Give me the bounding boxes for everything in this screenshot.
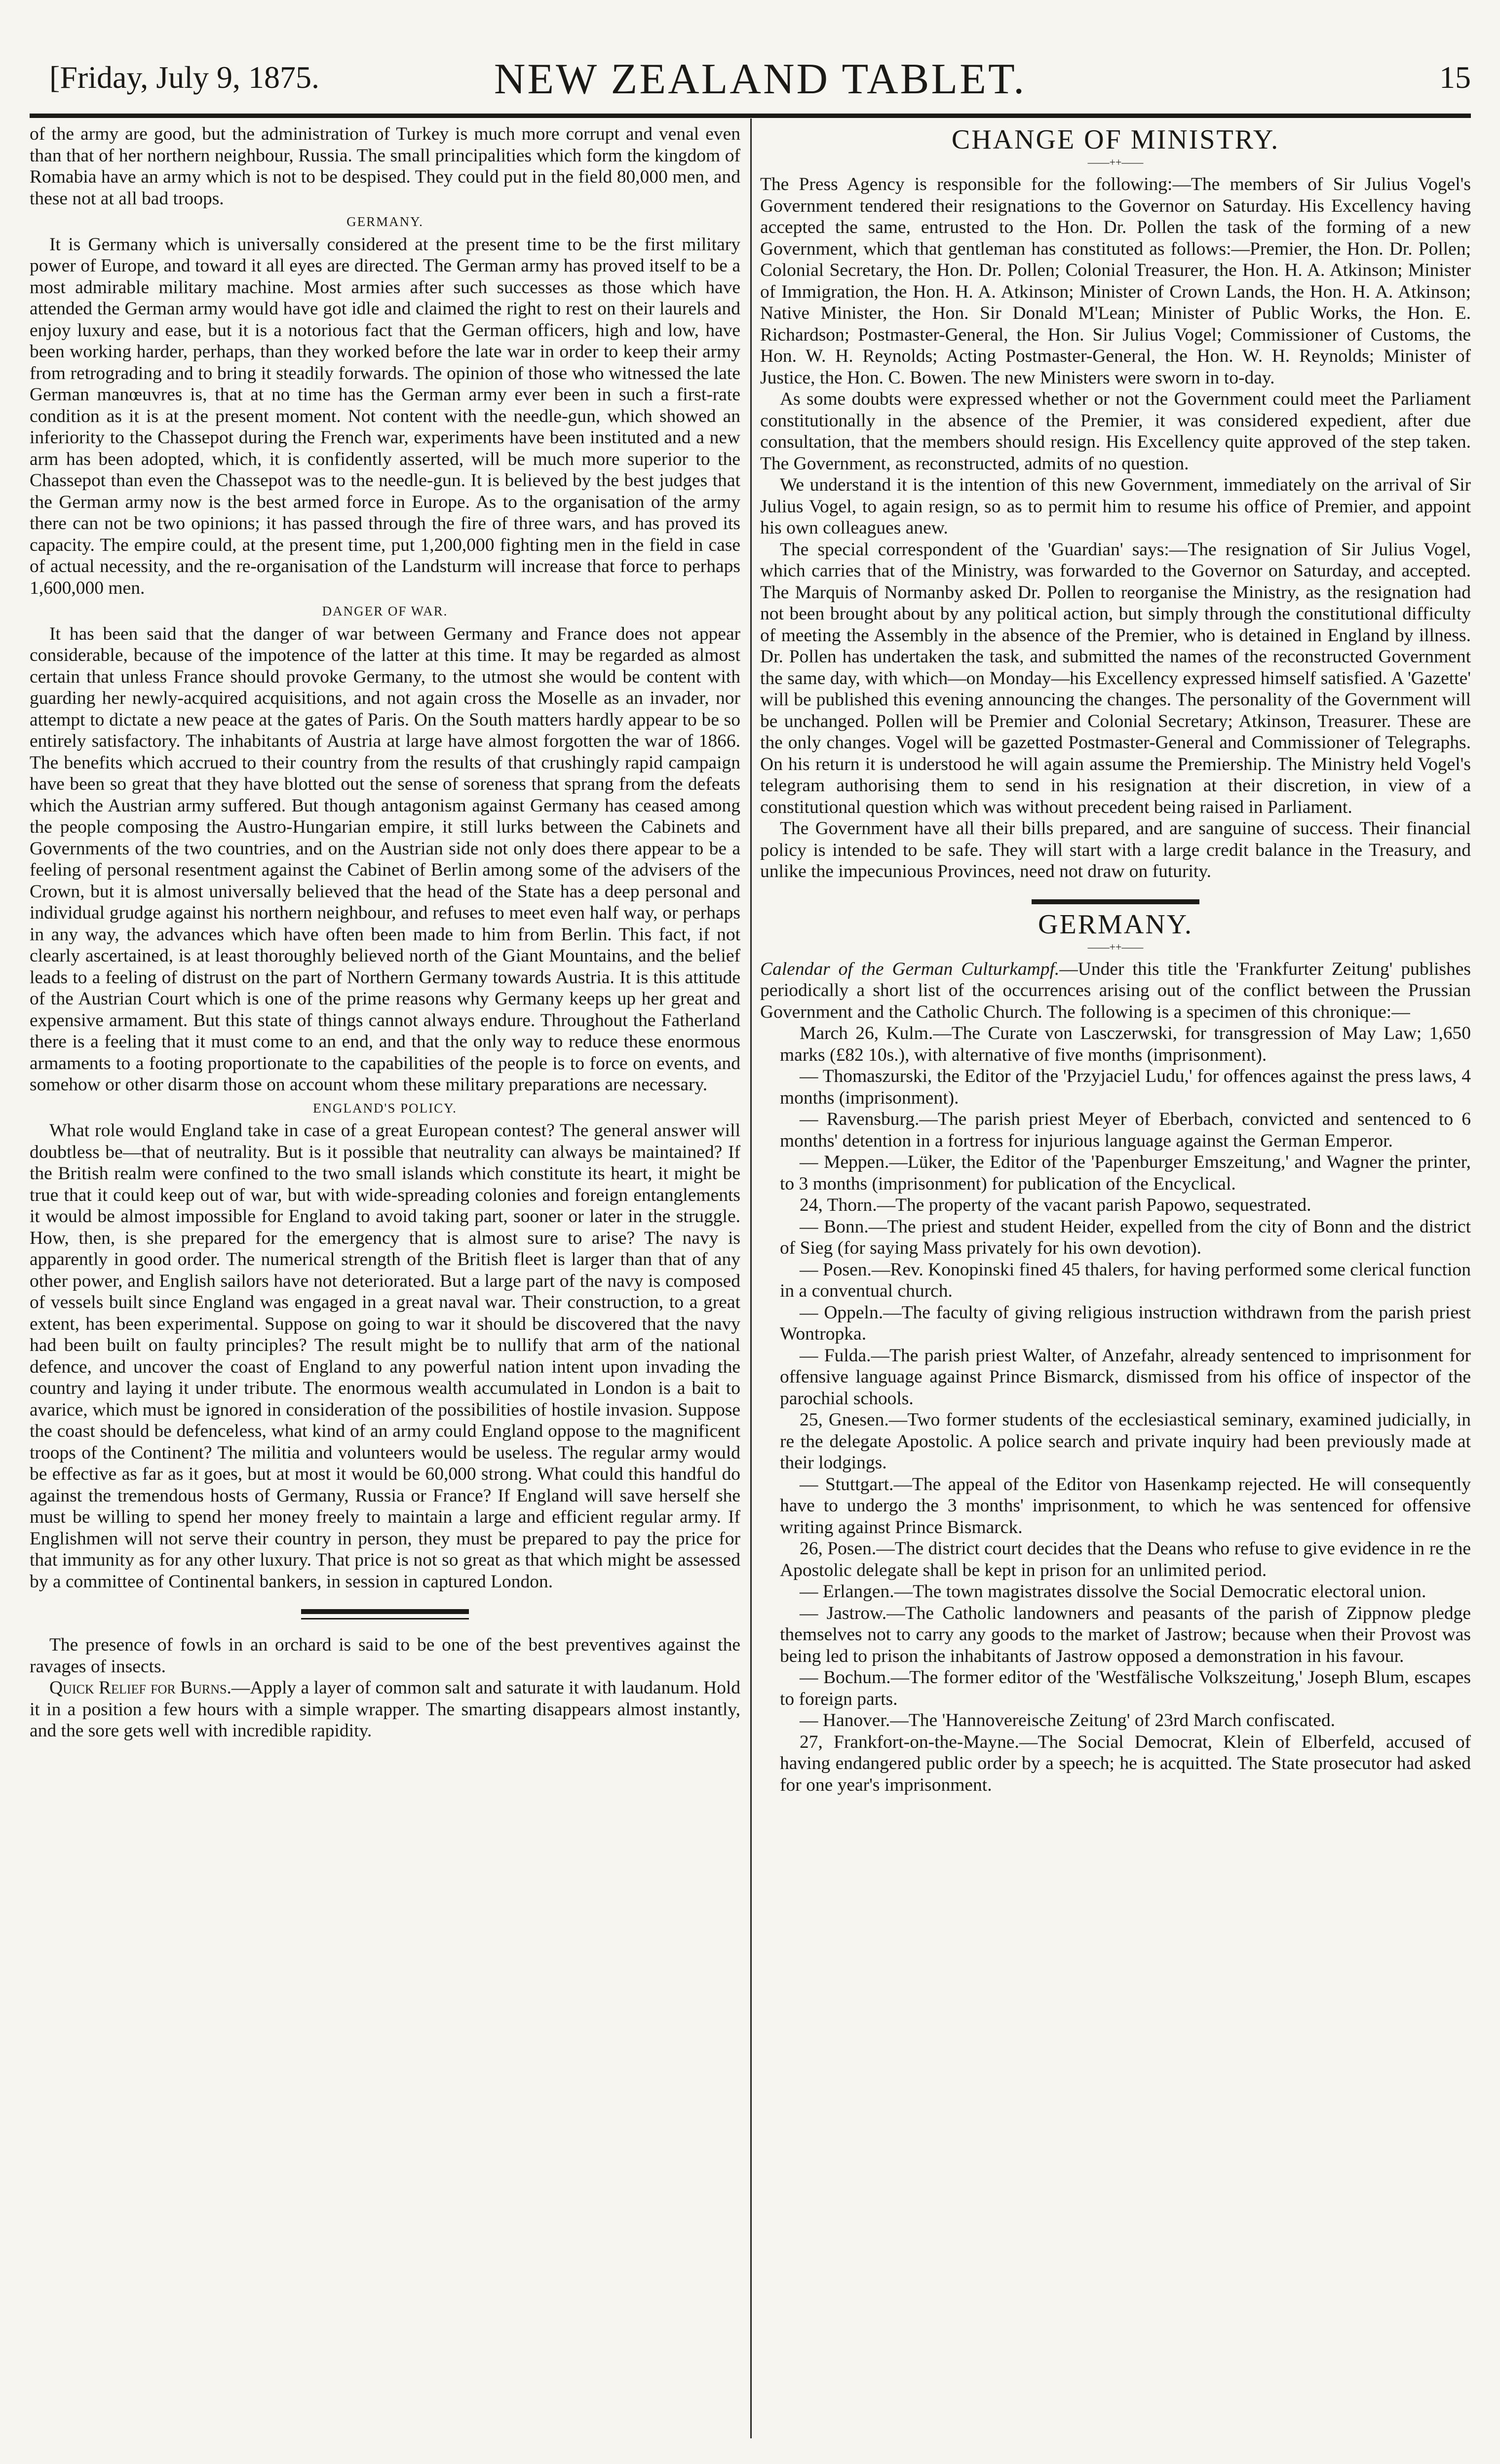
right-column [760, 123, 1471, 1796]
ministry-paragraph: The Press Agency is responsible for the following:—The members of Sir Julius Vogel's Government tendered their resignations to the Governor on Saturday. His Excellency having accepted the same, entrusted to the Hon. Dr. Pollen the task of the forming of a new Government, which that gentleman has constituted as follows:—Premier, the Hon. Dr. Pollen; Colonial Secretary, the Hon. Dr. Pollen; Colonial Treasurer, the Hon. H. A. Atkinson; Minister of Immigration, the Hon. H. A. Atkinson; Minister of Crown Lands, the Hon. H. A. Atkinson; Native Minister, the Hon. Sir Donald M'Lean; Minister of Public Works, the Hon. E. Richardson; Postmaster-General, the Hon. Sir Julius Vogel; Commissioner of Customs, the Hon. W. H. Reynolds; Acting Postmaster-General, the Hon. W. H. Reynolds; Minister of Justice, the Hon. C. Bowen. The new Ministers were sworn in to-day. [760, 174, 1471, 388]
heading-change-of-ministry: CHANGE OF MINISTRY. [951, 124, 1280, 155]
calendar-entry: — Bochum.—The former editor of the 'Westfälische Volkszeitung,' Joseph Blum, escapes to foreign parts. [780, 1667, 1471, 1709]
article-paragraph: What role would England take in case of a great European contest? The general answer will doubtless be—that of neutrality. But is it possible that neutrality can always be maintained? If the British realm were confined to the two small islands which constitute its heart, it might be true that it could keep out of war, but with wide-spreading colonies and foreign entanglements it would be almost impossible for England to avoid taking part, sooner or later in the struggle. How, then, is she prepared for the emergency that is almost sure to arise? The navy is apparently in good order. The numerical strength of the British fleet is larger than that of any other power, and English sailors have not deteriorated. But a large part of the navy is composed of vessels built since England was engaged in a great naval war. Their construction, to a great extent, has been experimental. Suppose on going to war it should be discovered that the navy had been built on faulty principles? The result might be to nullify that arm of the national defence, and uncover the coast of England to any powerful nation intent upon invading the country and laying it under tribute. The enormous wealth accumulated in London is a bait to avarice, which must be ignored in consideration of the possibilities of hostile invasion. Suppose the coast should be defenceless, what kind of an army could England oppose to the magnificent troops of the Continent? The militia and volunteers would be useless. The regular army would be effective as far as it goes, but at most it would be 60,000 strong. What could this handful do against the tremendous hosts of Germany, Russia or France? If England will save herself she must be willing to spend her money freely to maintain a large and efficient regular army. If Englishmen will not serve their country in person, they must be prepared to pay the price for that immunity as for any other luxury. That price is not so great as that which might be assessed by a committee of Continental bankers, in session in captured London. [30, 1120, 740, 1592]
ministry-paragraph: As some doubts were expressed whether or not the Government could meet the Parliament constitutionally in the absence of the Premier, it was considered expedient, after due consultation, that the members should resign. His Excellency quite approved of the step taken. The Government, as reconstructed, admits of no question. [760, 389, 1471, 474]
left-column [30, 123, 740, 1742]
calendar-entry: — Meppen.—Lüker, the Editor of the 'Papenburger Emszeitung,' and Wagner the printer, to 3 months (imprisonment) for publication of the Encyclical. [780, 1152, 1471, 1194]
section-separator [301, 1609, 469, 1614]
newspaper-title: NEW ZEALAND TABLET. [494, 55, 1027, 103]
calendar-entry: — Fulda.—The parish priest Walter, of Anzefahr, already sentenced to imprisonment for offensive language against Prince Bismarck, dismissed from his office of inspector of the parochial schools. [780, 1345, 1471, 1409]
article-paragraph: It is Germany which is universally considered at the present time to be the first military power of Europe, and toward it all eyes are directed. The German army has proved itself to be a most admirable military machine. Most armies after such successes as those which have attended the German army would have got idle and claimed the right to rest on their laurels and enjoy luxury and ease, but it is a notorious fact that the German officers, high and low, have been working harder, perhaps, than they worked before the late war in order to keep their army from retrograding and to bring it steadily forwards. The opinion of those who witnessed the late German manœuvres is, that at no time has the German army ever been in such a first-rate condition as it is at the present moment. Not content with the needle-gun, which showed an inferiority to the Chassepot during the French war, experiments have been instituted and a new arm has been adopted, which, it is confidently asserted, will be much more superior to the Chassepot than even the Chassepot was to the needle-gun. It is believed by the best judges that the German army now is the best armed force in Europe. As to the organisation of the army there can not be two opinions; it has passed through the fire of three wars, and has proved its capacity. The empire could, at the present time, put 1,200,000 fighting men in the field in case of actual necessity, and the re-organisation of the Landsturm will increase that force to perhaps 1,600,000 men. [30, 234, 740, 598]
calendar-entry: — Posen.—Rev. Konopinski fined 45 thalers, for having performed some clerical function in a conventual church. [780, 1259, 1471, 1301]
calendar-entry: 26, Posen.—The district court decides that the Deans who refuse to give evidence in re the Apostolic delegate shall be kept in prison for an unlimited period. [780, 1539, 1471, 1580]
germany-intro-lead: Calendar of the German Culturkampf. [760, 959, 1060, 979]
calendar-entry: — Jastrow.—The Catholic landowners and peasants of the parish of Zippnow pledge themselves not to carry any goods to the market of Jastrow; because when their Provost was being led to prison the inhabitants of Jastrow opposed a demonstration in his favour. [780, 1603, 1471, 1666]
subheading-englands-policy: ENGLAND'S POLICY. [313, 1100, 457, 1116]
ministry-paragraph: We understand it is the intention of this new Government, immediately on the arrival of Sir Julius Vogel, to again resign, so as to permit him to resume his office of Premier, and appoint his own colleagues anew. [760, 475, 1471, 538]
burns-text: —Apply a layer of common salt and saturate it with laudanum. Hold it in a position a few hours with a simple wrapper. The smarting disappears almost instantly, and the sore gets well with incredible rapidity. [30, 1678, 741, 1741]
burns-lead: Quick Relief for Burns. [49, 1678, 231, 1698]
heading-germany: GERMANY. [1038, 909, 1193, 940]
masthead [49, 55, 1471, 114]
fowls-paragraph: The presence of fowls in an orchard is said to be one of the best preventives against the ravages of insects. [30, 1635, 740, 1677]
ministry-paragraph: The Government have all their bills prepared, and are sanguine of success. Their financial policy is intended to be safe. They will start with a large credit balance in the Treasury, and unlike the impecunious Provinces, need not draw on futurity. [760, 818, 1471, 882]
section-separator [1032, 899, 1199, 904]
ministry-paragraph: The special correspondent of the 'Guardian' says:—The resignation of Sir Julius Vogel, which carries that of the Ministry, was forwarded to the Governor on Saturday, and accepted. The Marquis of Normanby asked Dr. Pollen to reorganise the Ministry, as the resignation had not been brought about by any political action, but simply through the constitutional difficulty of meeting the Assembly in the absence of the Premier, who is detained in England by illness. Dr. Pollen has undertaken the task, and submitted the names of the reconstructed Government the same day, with which—on Monday—his Excellency expressed himself satisfied. A 'Gazette' will be published this evening announcing the changes. The personality of the Government will be unchanged. Pollen will be Premier and Colonial Secretary; Atkinson, Treasurer. These are the only changes. Vogel will be gazetted Postmaster-General and Commissioner of Telegraphs. On his return it is understood he will again assume the Premiership. The Ministry held Vogel's telegram authorising them to send in his resignation at their discretion, in view of a constitutional question which was without precedent being raised in Parliament. [760, 539, 1471, 817]
issue-date: [Friday, July 9, 1875. [49, 60, 319, 95]
section-separator [301, 1618, 469, 1619]
column-divider [750, 118, 752, 2438]
subheading-danger-of-war: DANGER OF WAR. [322, 604, 448, 618]
burns-paragraph [30, 1677, 740, 1742]
article-paragraph: of the army are good, but the administration of Turkey is much more corrupt and venal even than that of her northern neighbour, Russia. The small principalities which form the kingdom of Romabia have an army which is not to be despised. They could put in the field 80,000 men, and these not at all bad troops. [30, 124, 740, 209]
calendar-entry: March 26, Kulm.—The Curate von Lasczerwski, for transgression of May Law; 1,650 marks (£82 10s.), with alternative of five months (imprisonment). [780, 1023, 1471, 1065]
calendar-entry: — Ravensburg.—The parish priest Meyer of Eberbach, convicted and sentenced to 6 months' detention in a fortress for injurious language against the German Emperor. [780, 1109, 1471, 1151]
germany-intro [760, 959, 1471, 1023]
calendar-entry: — Oppeln.—The faculty of giving religious instruction withdrawn from the parish priest Wontropka. [780, 1302, 1471, 1344]
calendar-entry: 25, Gnesen.—Two former students of the ecclesiastical seminary, examined judicially, in re the delegate Apostolic. A police search and private inquiry had been previously made at their lodgings. [780, 1410, 1471, 1473]
calendar-entry: — Thomaszurski, the Editor of the 'Przyjaciel Ludu,' for offences against the press laws, 4 months (imprisonment). [780, 1066, 1471, 1108]
calendar-entry: 24, Thorn.—The property of the vacant parish Papowo, sequestrated. [800, 1195, 1311, 1215]
germany-intro-text: —Under this title the 'Frankfurter Zeitung' publishes periodically a short list of the occurrences arising out of the conflict between the Prussian Government and the Catholic Church. The following is a specimen of this chronique:— [760, 959, 1471, 1022]
subheading-germany: GERMANY. [346, 214, 423, 229]
calendar-entry: 27, Frankfort-on-the-Mayne.—The Social Democrat, Klein of Elberfeld, accused of having endangered public order by a speech; he is acquitted. The State prosecutor had asked for one year's imprisonment. [780, 1732, 1471, 1795]
ornament-divider: ——++—— [1087, 156, 1144, 168]
ornament-divider: ——++—— [1087, 940, 1144, 953]
masthead-rule [30, 114, 1471, 118]
calendar-entry: — Stuttgart.—The appeal of the Editor von Hasenkamp rejected. He will consequently have to undergo the 3 months' imprisonment, to which he was sentenced for offensive writing against Prince Bismarck. [780, 1474, 1471, 1538]
page-number: 15 [1439, 60, 1471, 95]
article-paragraph: It has been said that the danger of war between Germany and France does not appear considerable, because of the impotence of the latter at this time. It may be regarded as almost certain that unless France should provoke Germany, to the utmost she would be content with guarding her newly-acquired acquisitions, and not again cross the Moselle as an invader, nor attempt to dictate a new peace at the gates of Paris. On the South matters hardly appear to be so entirely satisfactory. The inhabitants of Austria at large have almost forgotten the war of 1866. The benefits which accrued to their country from the results of that crushingly rapid campaign have been so great that they have blotted out the sense of soreness that sprang from the defeats which the Austrian army suffered. But though antagonism against Germany has ceased among the people composing the Austro-Hungarian empire, it still lurks between the Cabinets and Governments of the two countries, and on the Austrian side not only does there appear to be a feeling of personal resentment against the Cabinet of Berlin among some of the advisers of the Crown, but it is almost universally believed that the head of the State has a deep personal and individual grudge against his northern neighbour, and refuses to meet even half way, or perhaps in any way, the advances which have often been made to him from Berlin. This fact, if not clearly ascertained, is at least thoroughly believed north of the Giant Mountains, and the belief leads to a feeling of distrust on the part of Northern Germany towards Austria. It is this attitude of the Austrian Court which is one of the prime reasons why Germany keeps up her great and expensive armament. But this state of things cannot always endure. Throughout the Fatherland there is a feeling that it must come to an end, and that the only way to reduce these enormous armaments to a footing proportionate to the capabilities of the people is to force on events, and somehow or other disarm those on account whom these military preparations are necessary. [30, 623, 740, 1095]
calendar-entry: — Bonn.—The priest and student Heider, expelled from the city of Bonn and the district of Sieg (for saying Mass privately for his own devotion). [780, 1216, 1471, 1258]
calendar-entry: — Erlangen.—The town magistrates dissolve the Social Democratic electoral union. [800, 1581, 1426, 1602]
calendar-entry: — Hanover.—The 'Hannovereische Zeitung' of 23rd March confiscated. [800, 1710, 1336, 1731]
